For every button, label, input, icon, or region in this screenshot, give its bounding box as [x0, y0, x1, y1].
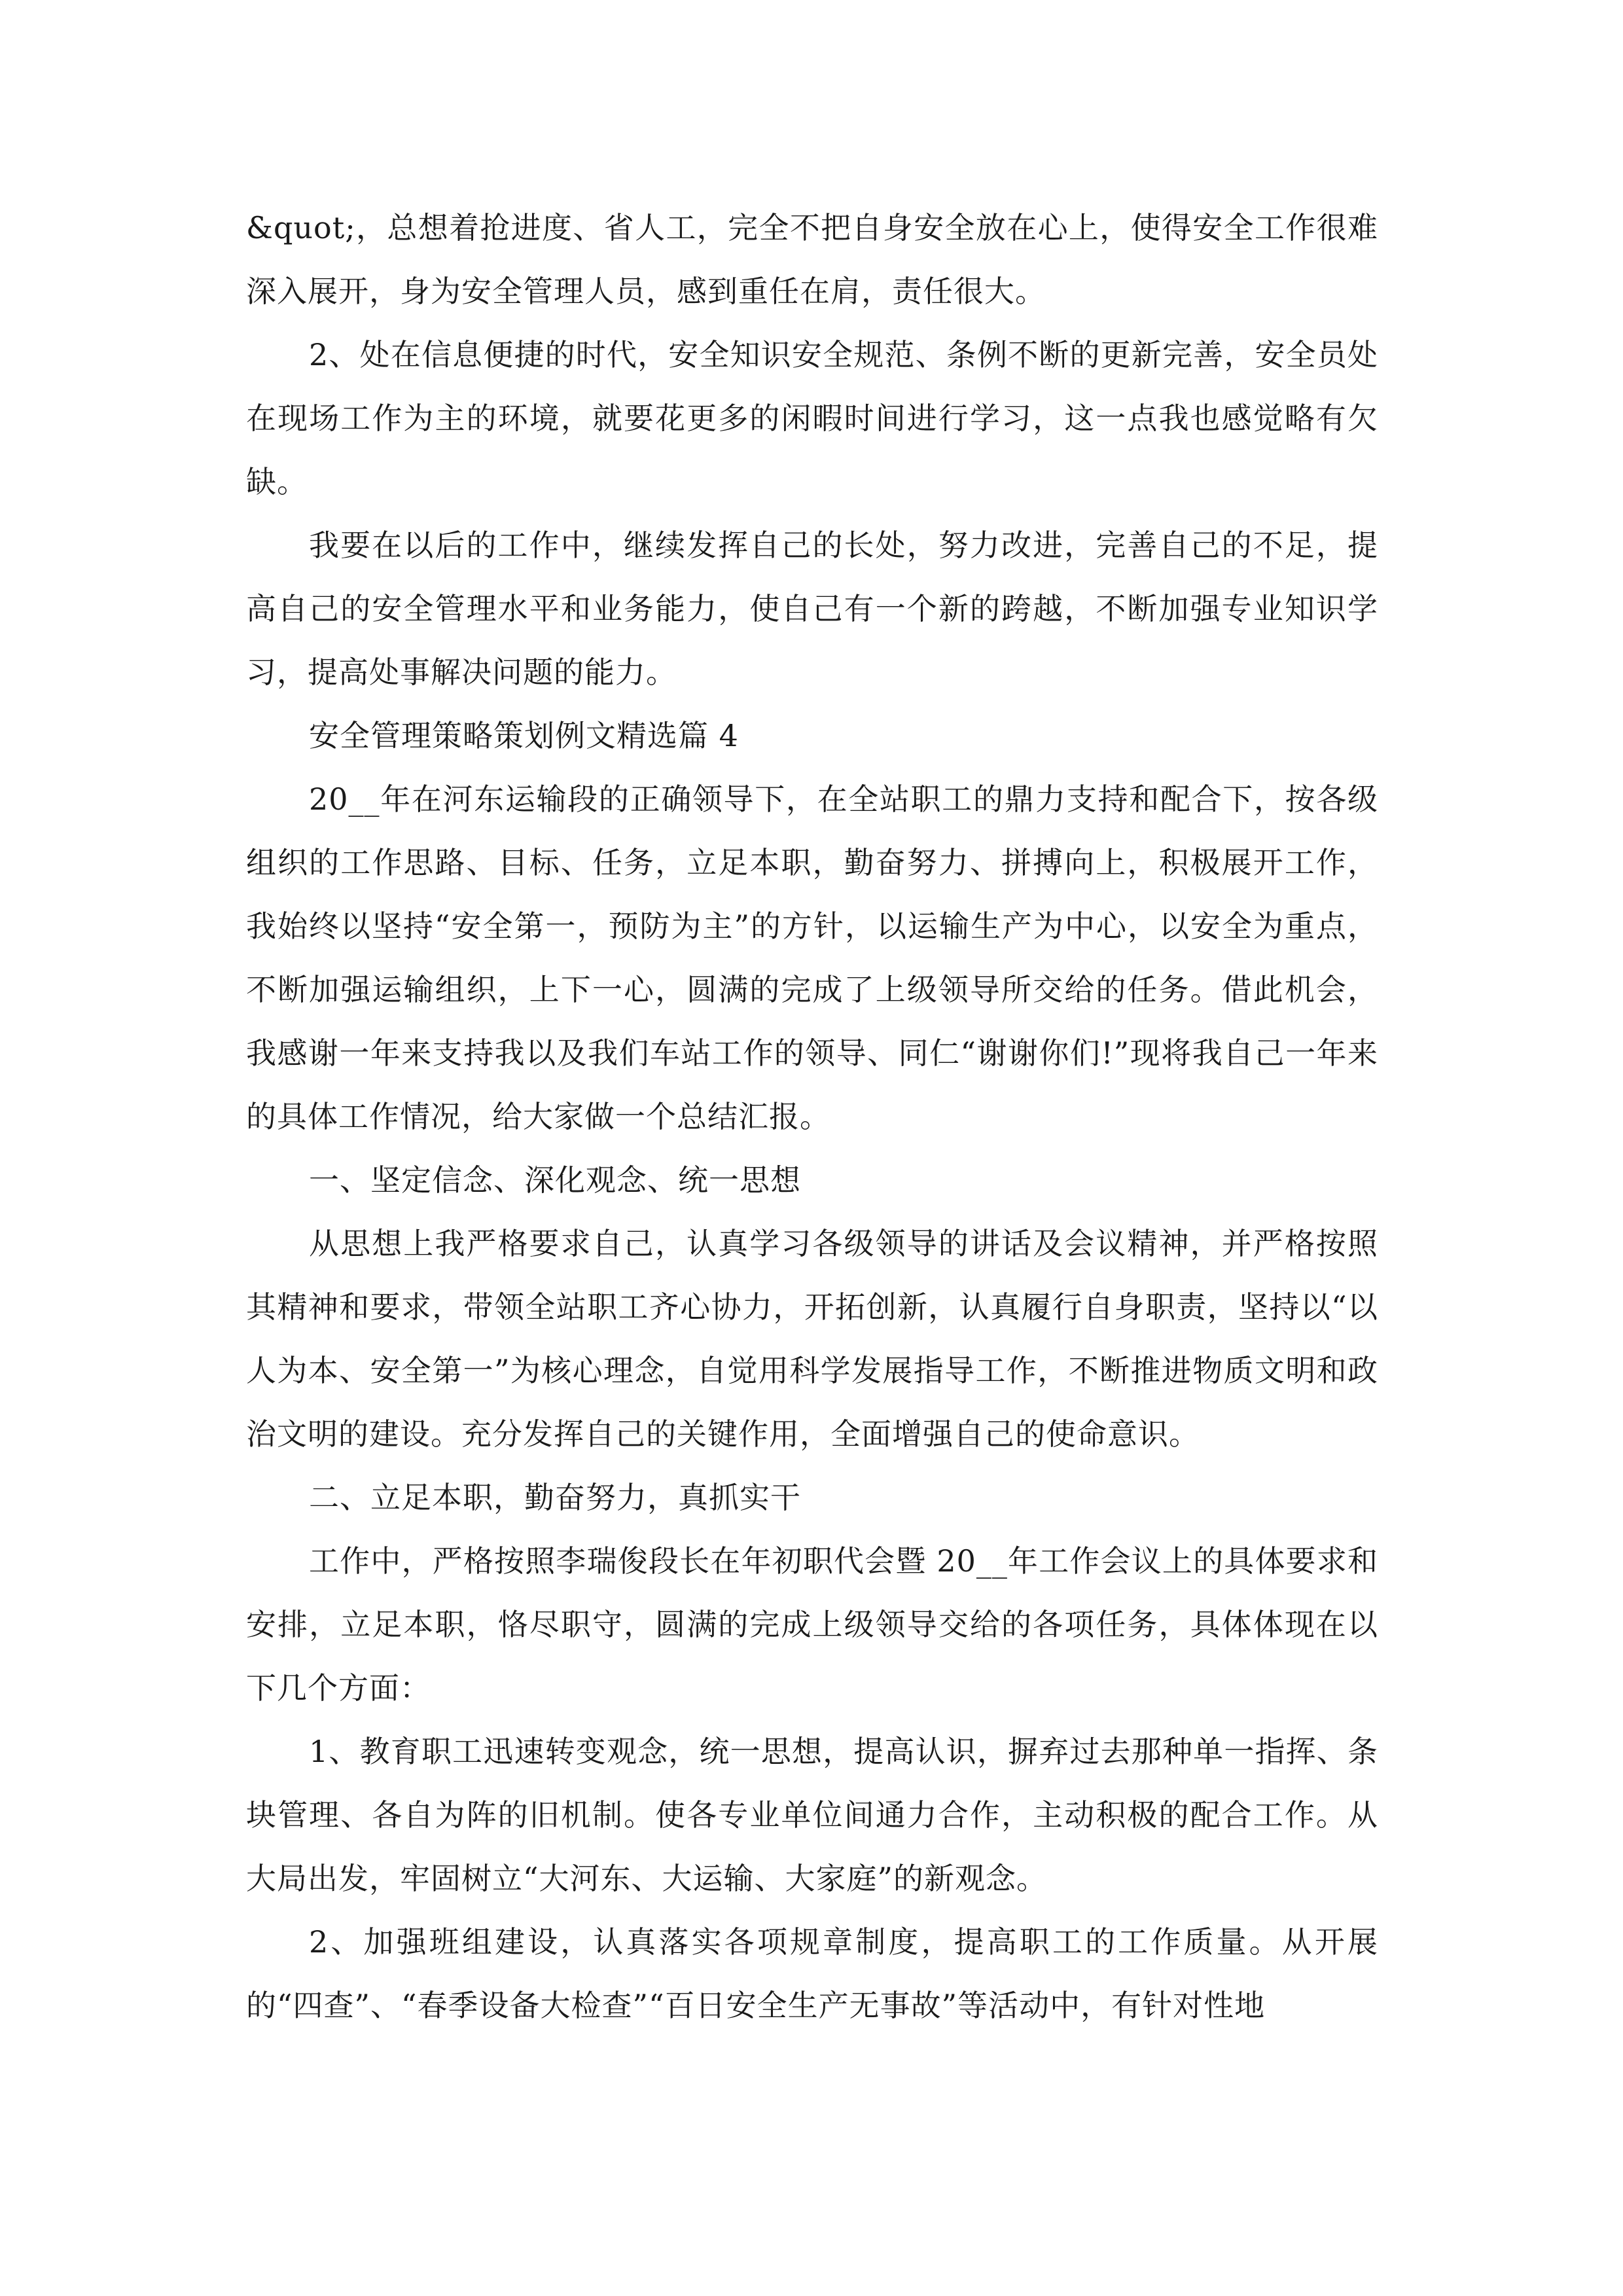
paragraph-continued: &quot;，总想着抢进度、省人工，完全不把自身安全放在心上，使得安全工作很难深入展开，身为安全管理人员，感到重任在肩，责任很大。: [246, 210, 1378, 309]
paragraph-thinking: 从思想上我严格要求自己，认真学习各级领导的讲话及会议精神，并严格按照其精神和要求，带领全站职工齐心协力，开拓创新，认真履行自身职责，坚持以“以人为本、安全第一”为核心理念，自觉用科学发展指导工作，不断推进物质文明和政治文明的建设。充分发挥自己的关键作用，全面增强自己的使命意识。: [246, 1226, 1378, 1452]
document-body: [246, 196, 1378, 2037]
subheading-one: 一、坚定信念、深化观念、统一思想: [309, 1162, 801, 1198]
paragraph-item-2-study: 2、处在信息便捷的时代，安全知识安全规范、条例不断的更新完善，安全员处在现场工作为主的环境，就要花更多的闲暇时间进行学习，这一点我也感觉略有欠缺。: [246, 337, 1378, 499]
paragraph-future-plan: 我要在以后的工作中，继续发挥自己的长处，努力改进，完善自己的不足，提高自己的安全管理水平和业务能力，使自己有一个新的跨越，不断加强专业知识学习，提高处事解决问题的能力。: [246, 528, 1378, 690]
paragraph-work-requirements: 工作中，严格按照李瑞俊段长在年初职代会暨 20__年工作会议上的具体要求和安排，立足本职，恪尽职守，圆满的完成上级领导交给的各项任务，具体体现在以下几个方面：: [246, 1543, 1378, 1706]
paragraph-intro-summary: 20__年在河东运输段的正确领导下，在全站职工的鼎力支持和配合下，按各级组织的工作思路、目标、任务，立足本职，勤奋努力、拼搏向上，积极展开工作，我始终以坚持“安全第一，预防为主”的方针，以运输生产为中心，以安全为重点，不断加强运输组织，上下一心，圆满的完成了上级领导所交给的任务。借此机会，我感谢一年来支持我以及我们车站工作的领导、同仁“谢谢你们!”现将我自己一年来的具体工作情况，给大家做一个总结汇报。: [246, 781, 1378, 1134]
paragraph-item-2-team-building: 2、加强班组建设，认真落实各项规章制度，提高职工的工作质量。从开展的“四查”、“春季设备大检查”“百日安全生产无事故”等活动中，有针对性地: [246, 1924, 1378, 2023]
section-title-part-4: 安全管理策略策划例文精选篇 4: [309, 718, 739, 753]
subheading-two: 二、立足本职，勤奋努力，真抓实干: [309, 1480, 801, 1515]
paragraph-item-1-education: 1、教育职工迅速转变观念，统一思想，提高认识，摒弃过去那种单一指挥、条块管理、各自为阵的旧机制。使各专业单位间通力合作，主动积极的配合工作。从大局出发，牢固树立“大河东、大运输、大家庭”的新观念。: [246, 1734, 1378, 1896]
